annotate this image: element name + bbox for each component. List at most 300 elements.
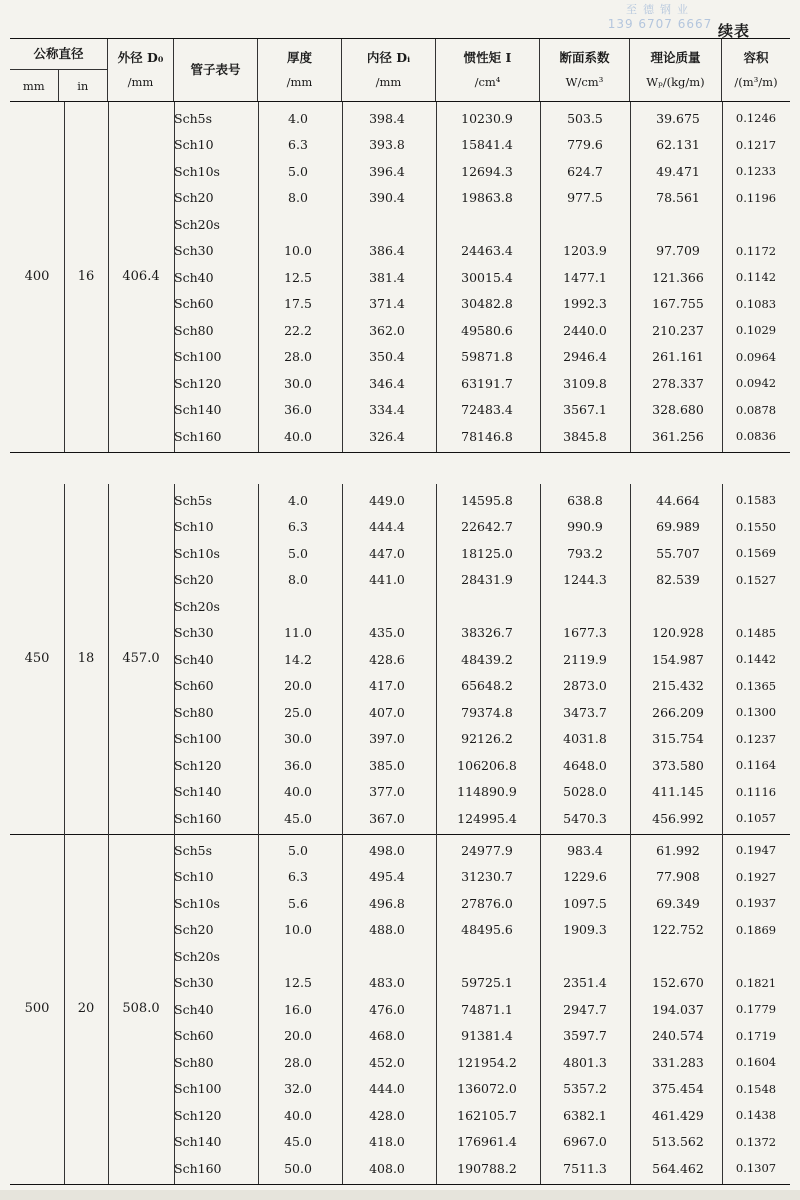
thickness-cell: 4.0 — [288, 110, 308, 126]
mass-cell: 266.209 — [652, 704, 704, 720]
header-mass-label: 理论质量 — [650, 50, 701, 65]
table-row — [10, 917, 790, 944]
schedule-cell: Sch140 — [174, 402, 222, 418]
section-modulus-cell: 638.8 — [567, 492, 603, 508]
inner-dia-cell: 444.0 — [369, 1081, 405, 1097]
table-row — [10, 805, 790, 832]
nominal-dia-in: 18 — [77, 651, 95, 667]
schedule-cell: Sch5s — [174, 842, 212, 858]
header-nominal-diameter — [10, 39, 108, 101]
schedule-cell: Sch10 — [174, 869, 214, 885]
inertia-cell: 24463.4 — [461, 243, 513, 259]
table-row — [10, 185, 790, 212]
inertia-cell: 24977.9 — [461, 842, 513, 858]
table-row — [10, 890, 790, 917]
thickness-cell: 10.0 — [284, 243, 312, 259]
thickness-cell: 6.3 — [288, 519, 308, 535]
inertia-cell: 63191.7 — [461, 375, 513, 391]
inner-dia-cell: 385.0 — [369, 757, 405, 773]
inertia-cell: 12694.3 — [461, 163, 513, 179]
table-row — [10, 514, 790, 541]
schedule-cell: Sch10s — [174, 895, 220, 911]
mass-cell: 78.561 — [656, 190, 700, 206]
thickness-cell: 5.6 — [288, 895, 308, 911]
inertia-cell: 136072.0 — [457, 1081, 517, 1097]
thickness-cell: 40.0 — [284, 784, 312, 800]
watermark-phone: 139 6707 6667 — [607, 17, 713, 31]
volume-cell: 0.1233 — [735, 164, 777, 179]
table-row — [10, 264, 790, 291]
section-modulus-cell: 1909.3 — [563, 922, 607, 938]
schedule-cell: Sch10 — [174, 519, 214, 535]
inner-dia-cell: 350.4 — [369, 349, 405, 365]
header-inertia-unit: /cm⁴ — [474, 75, 501, 89]
table-row — [10, 238, 790, 265]
header-section-modulus — [540, 39, 630, 101]
inertia-cell — [436, 211, 538, 238]
table-row — [10, 699, 790, 726]
outer-diameter: 457.0 — [122, 651, 160, 667]
volume-cell: 0.1057 — [735, 811, 777, 826]
schedule-cell: Sch20 — [174, 572, 214, 588]
schedule-cell: Sch160 — [174, 1160, 222, 1176]
mass-cell: 215.432 — [652, 678, 704, 694]
mass-cell — [630, 593, 726, 620]
inertia-cell: 124995.4 — [457, 810, 517, 826]
inertia-cell: 30482.8 — [461, 296, 513, 312]
thickness-cell — [258, 211, 338, 238]
mass-cell: 411.145 — [652, 784, 704, 800]
section-modulus-cell: 503.5 — [567, 110, 603, 126]
volume-cell: 0.1569 — [735, 546, 777, 561]
mass-cell: 77.908 — [656, 869, 700, 885]
inertia-cell: 31230.7 — [461, 869, 513, 885]
schedule-cell: Sch40 — [174, 1001, 214, 1017]
section-modulus-cell: 779.6 — [567, 137, 603, 153]
volume-cell: 0.1485 — [735, 625, 777, 640]
header-inner-dia-label: 内径 Dᵢ — [366, 50, 411, 65]
thickness-cell: 20.0 — [284, 678, 312, 694]
thickness-cell: 45.0 — [284, 1134, 312, 1150]
inertia-cell — [436, 593, 538, 620]
section-modulus-cell: 1203.9 — [563, 243, 607, 259]
inertia-cell: 162105.7 — [457, 1107, 517, 1123]
mass-cell: 278.337 — [652, 375, 704, 391]
inner-dia-cell: 449.0 — [369, 492, 405, 508]
header-section-modulus-label: 断面系数 — [559, 50, 610, 65]
size-group — [10, 834, 790, 1185]
schedule-cell: Sch60 — [174, 1028, 214, 1044]
table-row — [10, 567, 790, 594]
inertia-cell: 65648.2 — [461, 678, 513, 694]
table-row — [10, 646, 790, 673]
table-row — [10, 1155, 790, 1182]
table-row — [10, 1076, 790, 1103]
inner-dia-cell: 444.4 — [369, 519, 405, 535]
nominal-dia-mm: 450 — [24, 651, 50, 667]
volume-cell: 0.1869 — [735, 922, 777, 937]
section-modulus-cell: 5357.2 — [563, 1081, 607, 1097]
table-row — [10, 397, 790, 424]
inner-dia-cell: 397.0 — [369, 731, 405, 747]
inner-dia-cell: 468.0 — [369, 1028, 405, 1044]
inertia-cell: 49580.6 — [461, 322, 513, 338]
thickness-cell: 10.0 — [284, 922, 312, 938]
thickness-cell — [258, 593, 338, 620]
header-outer-dia-label: 外径 D₀ — [117, 50, 164, 65]
inner-dia-cell: 334.4 — [369, 402, 405, 418]
section-modulus-cell: 977.5 — [567, 190, 603, 206]
schedule-cell: Sch140 — [174, 784, 222, 800]
thickness-cell: 14.2 — [284, 651, 312, 667]
inner-dia-cell: 386.4 — [369, 243, 405, 259]
table-row — [10, 211, 790, 238]
table-row — [10, 726, 790, 753]
schedule-cell: Sch160 — [174, 810, 222, 826]
section-modulus-cell: 6967.0 — [563, 1134, 607, 1150]
section-modulus-cell: 1677.3 — [563, 625, 607, 641]
thickness-cell: 40.0 — [284, 428, 312, 444]
schedule-cell: Sch20 — [174, 922, 214, 938]
header-section-modulus-unit: W/cm³ — [565, 75, 604, 89]
size-group — [10, 102, 790, 453]
section-modulus-cell: 3567.1 — [563, 402, 607, 418]
table-row — [10, 370, 790, 397]
mass-cell: 44.664 — [656, 492, 700, 508]
volume-cell: 0.1821 — [735, 975, 777, 990]
schedule-cell: Sch20s — [174, 948, 220, 964]
table-row — [10, 423, 790, 450]
section-modulus-cell: 1244.3 — [563, 572, 607, 588]
schedule-cell: Sch140 — [174, 1134, 222, 1150]
schedule-cell: Sch160 — [174, 428, 222, 444]
inner-dia-cell: 447.0 — [369, 545, 405, 561]
volume-cell — [722, 943, 790, 970]
mass-cell: 152.670 — [652, 975, 704, 991]
inertia-cell: 15841.4 — [461, 137, 513, 153]
volume-cell: 0.1300 — [735, 705, 777, 720]
schedule-cell: Sch60 — [174, 678, 214, 694]
header-mass-unit: Wₚ/(kg/m) — [646, 75, 705, 89]
mass-cell: 120.928 — [652, 625, 704, 641]
watermark — [605, 2, 715, 32]
schedule-cell: Sch100 — [174, 349, 222, 365]
table-row — [10, 752, 790, 779]
header-volume-unit: /(m³/m) — [734, 75, 778, 89]
table-header — [10, 38, 790, 102]
mass-cell: 461.429 — [652, 1107, 704, 1123]
table-row — [10, 1102, 790, 1129]
thickness-cell: 25.0 — [284, 704, 312, 720]
section-modulus-cell: 624.7 — [567, 163, 603, 179]
thickness-cell: 30.0 — [284, 731, 312, 747]
header-inner-dia — [342, 39, 436, 101]
volume-cell: 0.1779 — [735, 1002, 777, 1017]
section-modulus-cell: 6382.1 — [563, 1107, 607, 1123]
header-volume — [722, 39, 790, 101]
thickness-cell: 36.0 — [284, 402, 312, 418]
table-row — [10, 779, 790, 806]
header-inner-dia-unit: /mm — [375, 75, 402, 89]
mass-cell: 121.366 — [652, 269, 704, 285]
thickness-cell: 6.3 — [288, 137, 308, 153]
section-modulus-cell: 2946.4 — [563, 349, 607, 365]
header-thickness-unit: /mm — [286, 75, 313, 89]
nominal-dia-in: 20 — [77, 1001, 95, 1017]
volume-cell: 0.0878 — [735, 402, 777, 417]
inertia-cell: 74871.1 — [461, 1001, 513, 1017]
schedule-cell: Sch20s — [174, 216, 220, 232]
table-row — [10, 673, 790, 700]
schedule-cell: Sch60 — [174, 296, 214, 312]
volume-cell — [722, 593, 790, 620]
mass-cell: 261.161 — [652, 349, 704, 365]
inner-dia-cell: 418.0 — [369, 1134, 405, 1150]
thickness-cell: 22.2 — [284, 322, 312, 338]
schedule-cell: Sch5s — [174, 110, 212, 126]
section-modulus-cell: 1477.1 — [563, 269, 607, 285]
table-row — [10, 837, 790, 864]
section-modulus-cell: 1992.3 — [563, 296, 607, 312]
inner-dia-cell: 371.4 — [369, 296, 405, 312]
schedule-cell: Sch100 — [174, 731, 222, 747]
header-thickness — [258, 39, 342, 101]
mass-cell: 69.989 — [656, 519, 700, 535]
section-modulus-cell: 2873.0 — [563, 678, 607, 694]
mass-cell: 62.131 — [656, 137, 700, 153]
inertia-cell: 59871.8 — [461, 349, 513, 365]
inner-dia-cell: 435.0 — [369, 625, 405, 641]
inner-dia-cell: 476.0 — [369, 1001, 405, 1017]
schedule-cell: Sch10s — [174, 163, 220, 179]
schedule-cell: Sch20s — [174, 598, 220, 614]
mass-cell — [630, 943, 726, 970]
inner-dia-cell: 367.0 — [369, 810, 405, 826]
thickness-cell: 32.0 — [284, 1081, 312, 1097]
section-modulus-cell: 3473.7 — [563, 704, 607, 720]
section-modulus-cell: 4648.0 — [563, 757, 607, 773]
section-modulus-cell — [540, 943, 630, 970]
inertia-cell: 38326.7 — [461, 625, 513, 641]
inner-dia-cell: 362.0 — [369, 322, 405, 338]
inertia-cell: 92126.2 — [461, 731, 513, 747]
volume-cell: 0.1246 — [735, 111, 777, 126]
header-mass — [630, 39, 722, 101]
inner-dia-cell: 381.4 — [369, 269, 405, 285]
thickness-cell: 45.0 — [284, 810, 312, 826]
volume-cell: 0.1307 — [735, 1161, 777, 1176]
inertia-cell: 106206.8 — [457, 757, 517, 773]
volume-cell: 0.1604 — [735, 1055, 777, 1070]
inertia-cell: 19863.8 — [461, 190, 513, 206]
section-modulus-cell: 2440.0 — [563, 322, 607, 338]
schedule-cell: Sch80 — [174, 322, 214, 338]
thickness-cell: 20.0 — [284, 1028, 312, 1044]
thickness-cell: 8.0 — [288, 190, 308, 206]
header-schedule — [174, 39, 258, 101]
volume-cell: 0.1142 — [735, 270, 777, 285]
section-modulus-cell: 5470.3 — [563, 810, 607, 826]
mass-cell: 97.709 — [656, 243, 700, 259]
mass-cell: 82.539 — [656, 572, 700, 588]
table-row — [10, 487, 790, 514]
section-modulus-cell: 990.9 — [567, 519, 603, 535]
schedule-cell: Sch30 — [174, 975, 214, 991]
schedule-cell: Sch120 — [174, 757, 222, 773]
schedule-cell: Sch80 — [174, 1054, 214, 1070]
volume-cell: 0.1438 — [735, 1108, 777, 1123]
inertia-cell: 18125.0 — [461, 545, 513, 561]
header-outer-dia — [108, 39, 174, 101]
section-modulus-cell: 7511.3 — [563, 1160, 607, 1176]
volume-cell: 0.1719 — [735, 1028, 777, 1043]
thickness-cell: 5.0 — [288, 842, 308, 858]
table-row — [10, 317, 790, 344]
inertia-cell: 30015.4 — [461, 269, 513, 285]
thickness-cell: 28.0 — [284, 1054, 312, 1070]
schedule-cell: Sch40 — [174, 651, 214, 667]
volume-cell: 0.1927 — [735, 869, 777, 884]
thickness-cell: 4.0 — [288, 492, 308, 508]
inertia-cell: 14595.8 — [461, 492, 513, 508]
inertia-cell: 48439.2 — [461, 651, 513, 667]
size-group — [10, 484, 790, 835]
schedule-cell: Sch120 — [174, 1107, 222, 1123]
inner-dia-cell: 428.6 — [369, 651, 405, 667]
mass-cell: 210.237 — [652, 322, 704, 338]
table-row — [10, 1023, 790, 1050]
inner-dia-cell: 398.4 — [369, 110, 405, 126]
volume-cell: 0.0836 — [735, 429, 777, 444]
schedule-cell: Sch10s — [174, 545, 220, 561]
thickness-cell — [258, 943, 338, 970]
continued-label: 续表 — [718, 22, 751, 40]
volume-cell: 0.1116 — [735, 784, 777, 799]
mass-cell: 373.580 — [652, 757, 704, 773]
volume-cell: 0.1164 — [735, 758, 777, 773]
table-row — [10, 344, 790, 371]
mass-cell: 375.454 — [652, 1081, 704, 1097]
inner-dia-cell: 488.0 — [369, 922, 405, 938]
table-row — [10, 540, 790, 567]
section-modulus-cell: 983.4 — [567, 842, 603, 858]
table-row — [10, 996, 790, 1023]
header-volume-label: 容积 — [743, 50, 769, 65]
schedule-cell: Sch30 — [174, 243, 214, 259]
inertia-cell: 28431.9 — [461, 572, 513, 588]
volume-cell: 0.1548 — [735, 1081, 777, 1096]
schedule-cell: Sch100 — [174, 1081, 222, 1097]
volume-cell: 0.1550 — [735, 519, 777, 534]
mass-cell: 49.471 — [656, 163, 700, 179]
schedule-cell: Sch120 — [174, 375, 222, 391]
nominal-dia-in: 16 — [77, 269, 95, 285]
thickness-cell: 12.5 — [284, 975, 312, 991]
header-mm: mm — [10, 70, 59, 101]
section-modulus-cell — [540, 593, 630, 620]
mass-cell: 122.752 — [652, 922, 704, 938]
thickness-cell: 12.5 — [284, 269, 312, 285]
volume-cell: 0.1372 — [735, 1134, 777, 1149]
inertia-cell: 59725.1 — [461, 975, 513, 991]
table-row — [10, 1049, 790, 1076]
table-row — [10, 970, 790, 997]
inertia-cell: 72483.4 — [461, 402, 513, 418]
inertia-cell: 176961.4 — [457, 1134, 517, 1150]
inner-dia-cell: 428.0 — [369, 1107, 405, 1123]
volume-cell: 0.1083 — [735, 296, 777, 311]
header-schedule-label: 管子表号 — [190, 62, 241, 77]
volume-cell: 0.1947 — [735, 843, 777, 858]
mass-cell: 167.755 — [652, 296, 704, 312]
volume-cell: 0.1583 — [735, 493, 777, 508]
mass-cell: 361.256 — [652, 428, 704, 444]
inertia-cell: 121954.2 — [457, 1054, 517, 1070]
header-inertia-label: 惯性矩 I — [463, 50, 512, 65]
volume-cell: 0.1196 — [735, 190, 777, 205]
inertia-cell: 27876.0 — [461, 895, 513, 911]
volume-cell: 0.1217 — [735, 137, 777, 152]
section-modulus-cell: 2947.7 — [563, 1001, 607, 1017]
inner-dia-cell: 393.8 — [369, 137, 405, 153]
inertia-cell: 91381.4 — [461, 1028, 513, 1044]
thickness-cell: 8.0 — [288, 572, 308, 588]
schedule-cell: Sch80 — [174, 704, 214, 720]
inertia-cell: 114890.9 — [457, 784, 517, 800]
volume-cell: 0.1937 — [735, 896, 777, 911]
thickness-cell: 6.3 — [288, 869, 308, 885]
inner-dia-cell: 377.0 — [369, 784, 405, 800]
volume-cell: 0.0942 — [735, 376, 777, 391]
volume-cell: 0.1172 — [735, 243, 777, 258]
header-thickness-label: 厚度 — [286, 50, 312, 65]
table-row — [10, 1129, 790, 1156]
volume-cell: 0.1527 — [735, 572, 777, 587]
mass-cell: 331.283 — [652, 1054, 704, 1070]
nominal-dia-mm: 400 — [24, 269, 50, 285]
thickness-cell: 40.0 — [284, 1107, 312, 1123]
schedule-cell: Sch30 — [174, 625, 214, 641]
inner-dia-cell — [342, 943, 432, 970]
inner-dia-cell: 326.4 — [369, 428, 405, 444]
outer-diameter: 406.4 — [122, 269, 160, 285]
mass-cell: 240.574 — [652, 1028, 704, 1044]
volume-cell — [722, 211, 790, 238]
thickness-cell: 28.0 — [284, 349, 312, 365]
thickness-cell: 5.0 — [288, 545, 308, 561]
section-modulus-cell: 3845.8 — [563, 428, 607, 444]
table-row — [10, 864, 790, 891]
inertia-cell — [436, 943, 538, 970]
header-outer-dia-unit: /mm — [127, 75, 154, 89]
thickness-cell: 36.0 — [284, 757, 312, 773]
inner-dia-cell — [342, 593, 432, 620]
inner-dia-cell: 441.0 — [369, 572, 405, 588]
volume-cell: 0.1442 — [735, 652, 777, 667]
schedule-cell: Sch40 — [174, 269, 214, 285]
mass-cell: 456.992 — [652, 810, 704, 826]
thickness-cell: 11.0 — [284, 625, 312, 641]
section-modulus-cell: 4031.8 — [563, 731, 607, 747]
header-inertia — [436, 39, 540, 101]
watermark-company: 至德钢业 — [626, 3, 694, 16]
table-row — [10, 943, 790, 970]
mass-cell: 69.349 — [656, 895, 700, 911]
inner-dia-cell: 407.0 — [369, 704, 405, 720]
section-modulus-cell: 3597.7 — [563, 1028, 607, 1044]
page-bottom-edge — [0, 1190, 800, 1200]
volume-cell: 0.1365 — [735, 678, 777, 693]
